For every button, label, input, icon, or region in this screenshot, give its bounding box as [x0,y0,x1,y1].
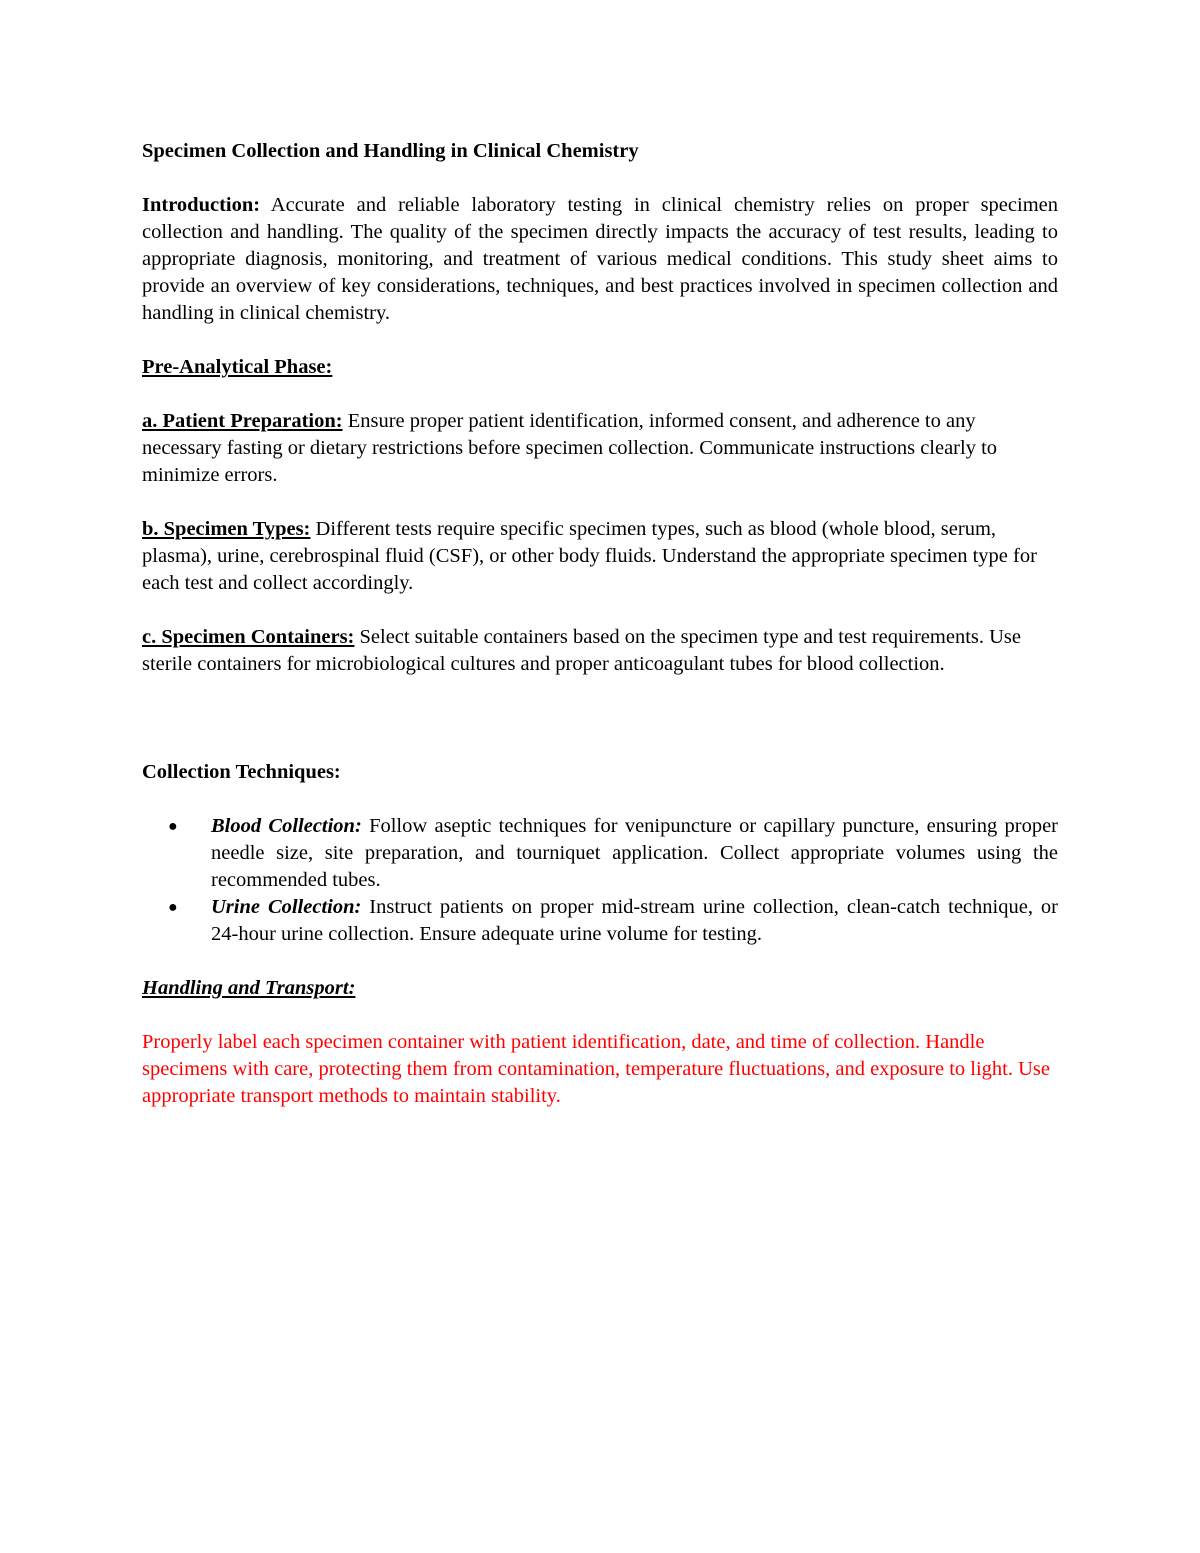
specimen-containers-label: c. Specimen Containers: [142,626,355,648]
list-item [142,813,1058,894]
collection-techniques-list [142,813,1058,948]
document-title: Specimen Collection and Handling in Clinical Chemistry [142,140,639,162]
urine-collection-label: Urine Collection: [211,896,362,918]
document-page [142,138,1058,1110]
collection-techniques-heading: Collection Techniques: [142,761,341,783]
bullet-icon: ● [168,899,178,916]
blood-collection-text: Follow aseptic techniques for venipuncture or capillary puncture, ensuring proper needle size, site preparation, and tourniquet application. Collect appropriate volumes using the recommended tubes. [211,815,1059,891]
handling-transport-heading: Handling and Transport: [142,977,356,999]
specimen-containers-paragraph [142,624,1058,678]
patient-preparation-text: Ensure proper patient identification, informed consent, and adherence to any necessary fasting or dietary restrictions before specimen collection. Communicate instructions clearly to minimize errors. [142,410,998,486]
list-item [142,894,1058,948]
specimen-types-label: b. Specimen Types: [142,518,311,540]
introduction-paragraph [142,192,1058,327]
specimen-containers-text: Select suitable containers based on the specimen type and test requirements. Use sterile containers for microbiological cultures and proper anticoagulant tubes for blood collection. [142,626,1022,675]
handling-transport-paragraph: Properly label each specimen container with patient identification, date, and time of collection. Handle specimens with care, protecting them from contamination, temperature fluctuations, and exposure to light. Use appropriate transport methods to maintain stability. [142,1031,1050,1107]
specimen-types-paragraph [142,516,1058,597]
pre-analytical-heading: Pre-Analytical Phase: [142,356,333,378]
patient-preparation-paragraph [142,408,1058,489]
introduction-text: Accurate and reliable laboratory testing in clinical chemistry relies on proper specimen collection and handling. The quality of the specimen directly impacts the accuracy of test results, leading to appropriate diagnosis, monitoring, and treatment of various medical conditions. This study sheet aims to provide an overview of key considerations, techniques, and best practices involved in specimen collection and handling in clinical chemistry. [142,194,1058,324]
blood-collection-label: Blood Collection: [211,815,362,837]
specimen-types-text: Different tests require specific specimen types, such as blood (whole blood, serum, plasma), urine, cerebrospinal fluid (CSF), or other body fluids. Understand the appropriate specimen type for each test and collect accordingly. [142,518,1037,594]
patient-preparation-label: a. Patient Preparation: [142,410,343,432]
urine-collection-text: Instruct patients on proper mid-stream urine collection, clean-catch technique, or 24-hour urine collection. Ensure adequate urine volume for testing. [211,896,1058,945]
introduction-label: Introduction: [142,194,261,216]
bullet-icon: ● [168,818,178,835]
